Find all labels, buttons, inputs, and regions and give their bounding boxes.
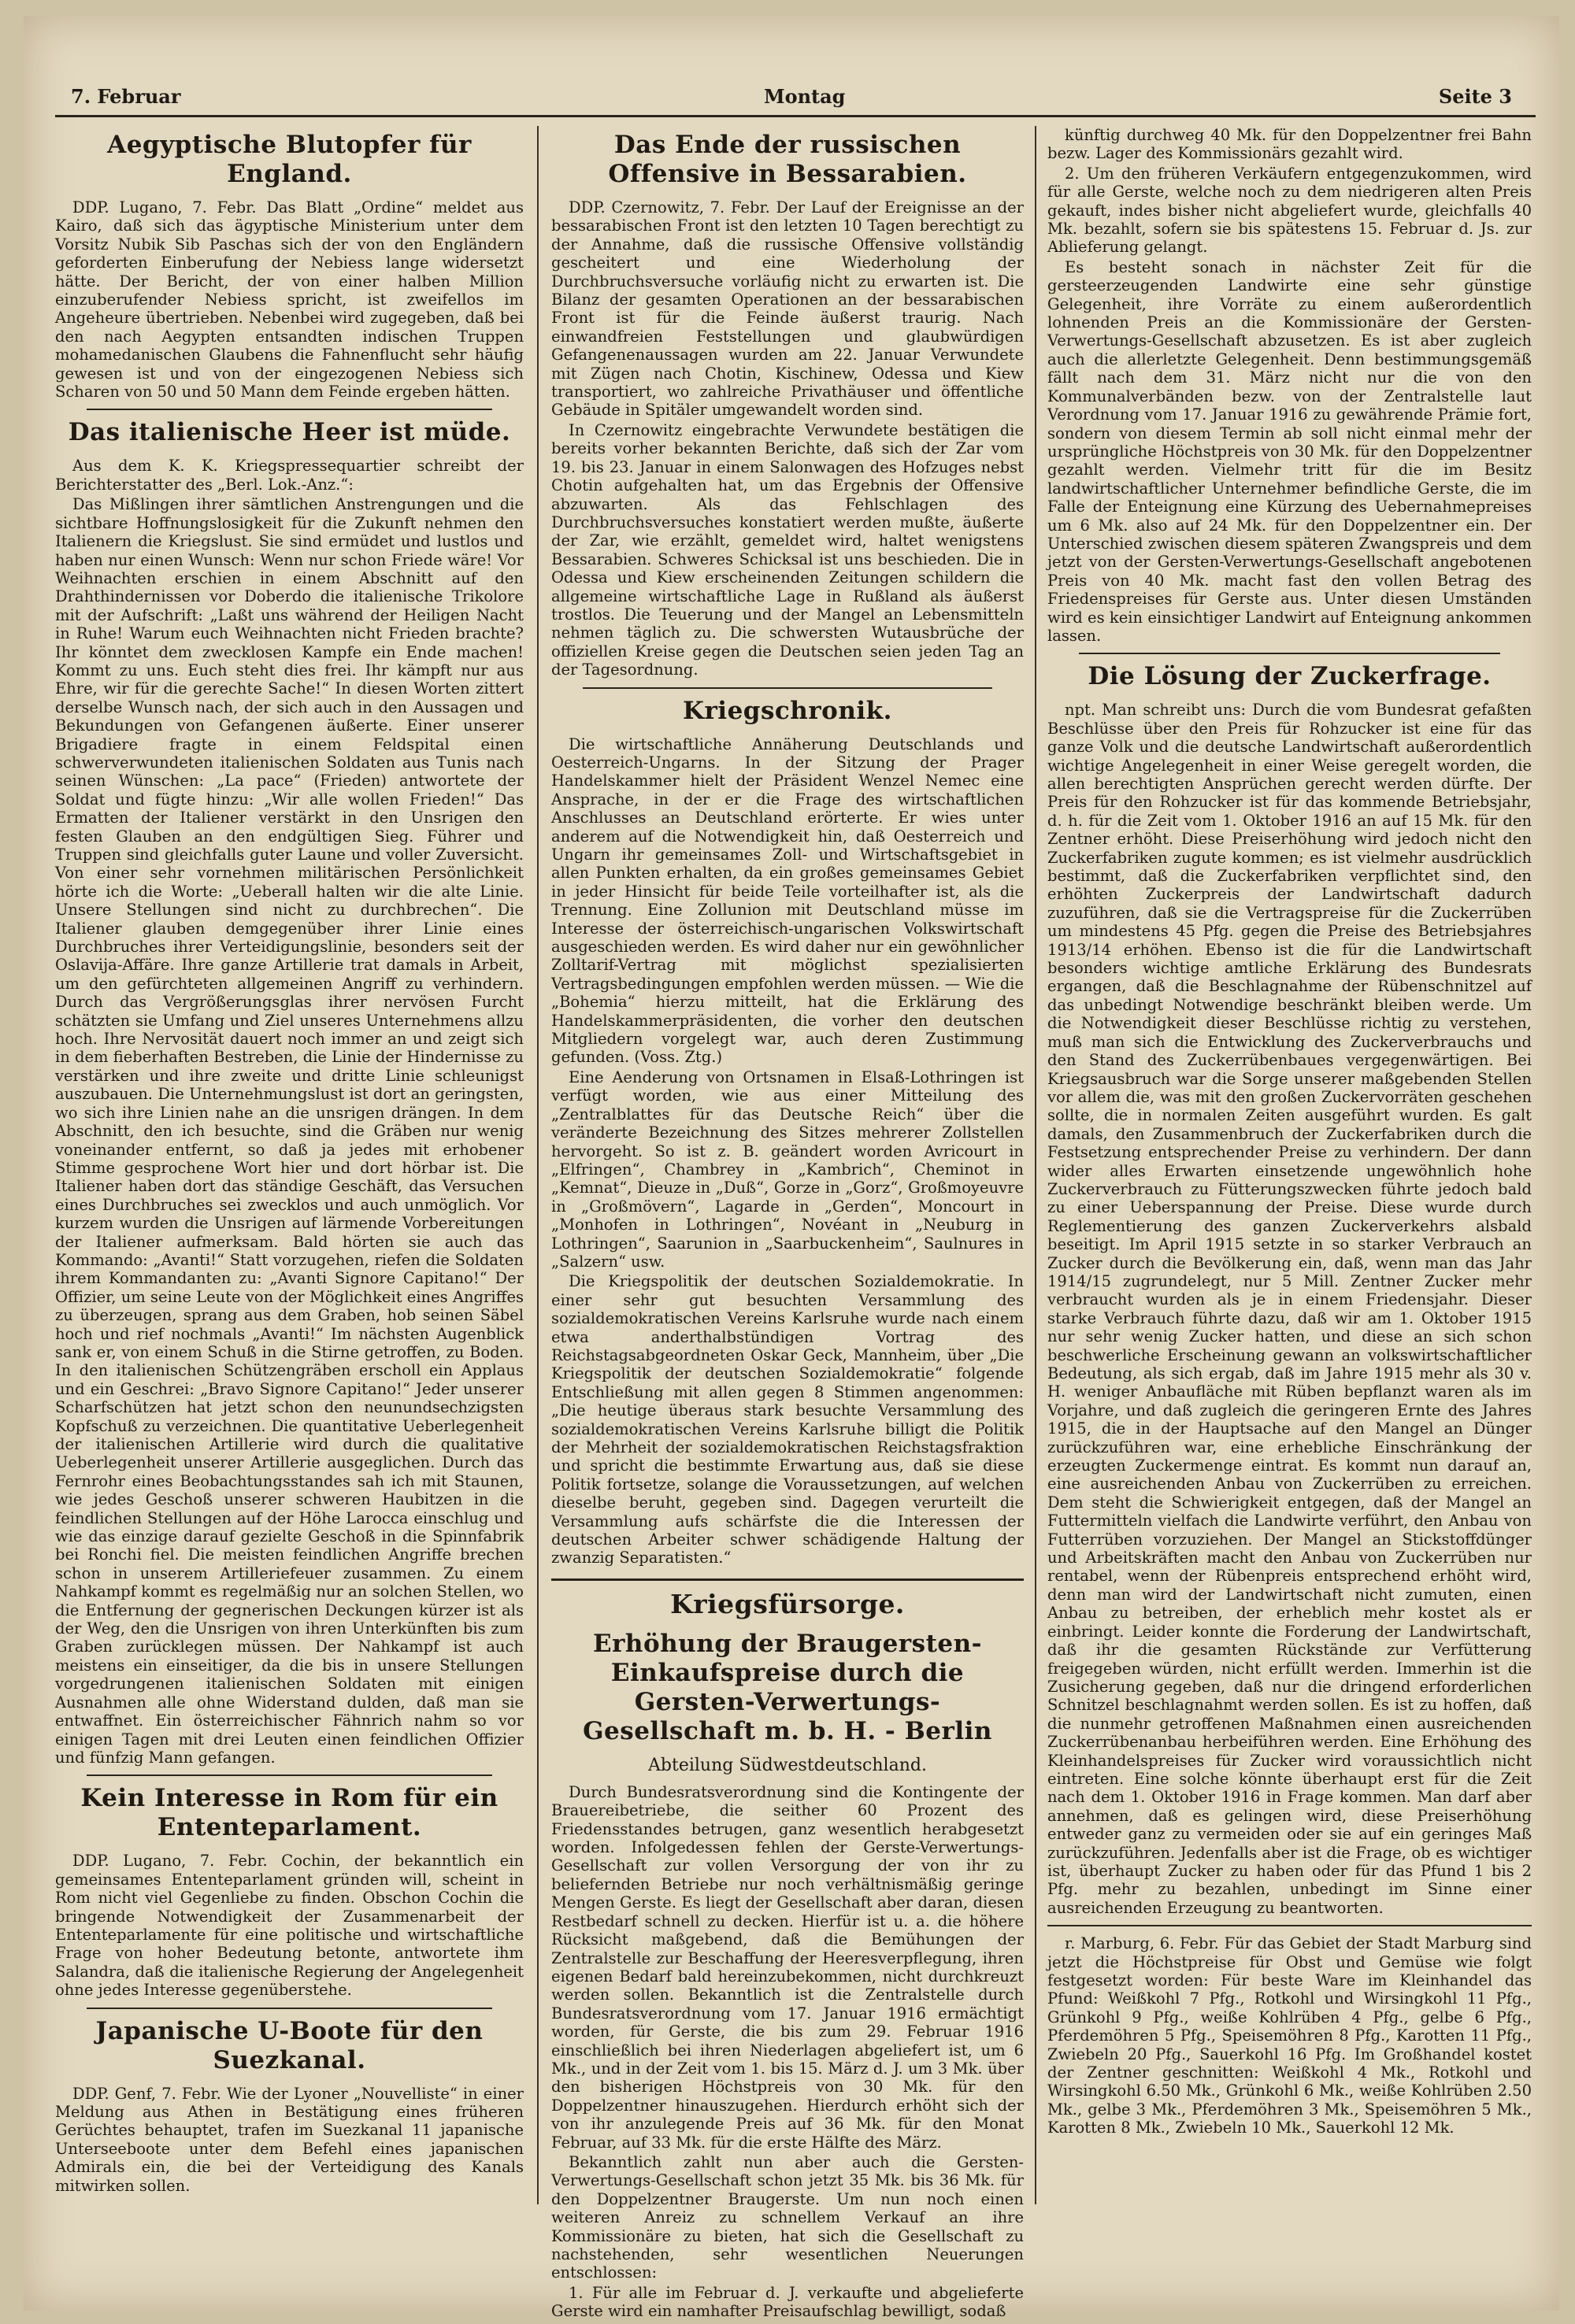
- column-3: [1047, 126, 1532, 2204]
- section-headline: Kriegschronik.: [683, 696, 892, 725]
- column-1: [55, 126, 524, 2252]
- article-paragraph: r. Marburg, 6. Febr. Für das Gebiet der Stadt Marburg sind jetzt die Höchstpreise für Obst und Gemüse wie folgt festgesetzt worden: Für beste Ware im Kleinhandel das Pfund: Weißkohl 7 Pfg., Rotkohl und Wirsingkohl 11 Pfg., Grünkohl 9 Pfg., weiße Kohlrüben 4 Pfg., gelbe 6 Pfg., Pferdemöhren 5 Pfg., Speisemöhren 8 Pfg., Karotten 11 Pfg., Zwiebeln 20 Pfg., Sauerkohl 16 Pfg. Im Großhandel kostet der Zentner geschnitten: Weißkohl 4 Mk., Rotkohl und Wirsingkohl 6.50 Mk., Grünkohl 6 Mk., weiße Kohlrüben 2.50 Mk., gelbe 3 Mk., Pferdemöhren 3 Mk., Speisemöhren 5 Mk., Karotten 8 Mk., Zwiebeln 10 Mk., Sauerkohl 12 Mk.: [1047, 1934, 1532, 2137]
- issue-date: 7. Februar: [71, 85, 181, 108]
- column-rule: [537, 126, 539, 2204]
- article-divider: [1079, 653, 1500, 654]
- column-2: [551, 126, 1024, 2321]
- article-paragraph: DDP. Lugano, 7. Febr. Das Blatt „Ordine“ meldet aus Kairo, daß sich das ägyptische Ministerium unter dem Vorsitz Nubik Sib Paschas sich der von den Engländern geforderten Einberufung der Nebiess lange widersetzt hätte. Der Bericht, der von einer halben Million einzuberufender Nebiess spricht, ist zweifellos im Angeheure übertrieben. Nebenbei wird zugegeben, daß bei den nach Aegypten entsandten indischen Truppen mohamedanischen Glaubens die Fahnenflucht sehr häufig gewesen ist und von der eingezogenen Nebiess sich Scharen von 50 und 50 Mann dem Feinde ergeben hätten.: [55, 198, 524, 402]
- article-headline: Aegyptische Blutopfer für England.: [107, 131, 472, 188]
- article-subheading: Abteilung Südwestdeutschland.: [648, 1755, 927, 1775]
- article-paragraph: 1. Für alle im Februar d. J. verkaufte und abgelieferte Gerste wird ein namhafter Preisaufschlag bewilligt, sodaß: [551, 2283, 1024, 2321]
- article-paragraph: Die wirtschaftliche Annäherung Deutschlands und Oesterreich-Ungarns. In der Sitzung der Prager Handelskammer hielt der Präsident Wenzel Nemec eine Ansprache, in der er die Frage des wirtschaftlichen Anschlusses an Deutschland erörterte. Er wies unter anderem auf die Notwendigkeit hin, daß Oesterreich und Ungarn ihr gemeinsames Zoll- und Wirtschaftsgebiet in allen Punkten erhalten, da ein großes gemeinsames Gebiet in jeder Hinsicht für beide Teile vorteilhafter ist, als die Trennung. Eine Zollunion mit Deutschland müsse im Interesse der österreichisch-ungarischen Volkswirtschaft ausgeschieden werden. Es wird daher nur ein gewöhnlicher Zolltarif-Vertrag mit möglichst spezialisierten Vertragsbedingungen empfohlen werden müssen. — Wie die „Bohemia“ hierzu mitteilt, hat die Erklärung des Handelskammerpräsidenten, die vorher den deutschen Mitgliedern vorgelegt war, auch deren Zustimmung gefunden. (Voss. Ztg.): [551, 735, 1024, 1067]
- section-headline: Kriegsfürsorge.: [670, 1588, 905, 1619]
- article-headline: Das Ende der russischen Offensive in Bessarabien.: [608, 131, 967, 188]
- article-paragraph: Das Mißlingen ihrer sämtlichen Anstrengungen und die sichtbare Hoffnungslosigkeit für die Zukunft nehmen den Italienern die Kriegslust. Sie sind ermüdet und lustlos und haben nur einen Wunsch: Wenn nur schon Friede wäre! Vor Weihnachten erschien in einem Abschnitt auf den Drahthindernissen vor Doberdo die italienische Trikolore mit der Aufschrift: „Laßt uns während der Heiligen Nacht in Ruhe! Warum euch Weihnachten nicht Frieden brachte? Ihr könntet dem zwecklosen Kampfe ein Ende machen! Kommt zu uns. Euch steht dies frei. Ihr kämpft nur aus Ehre, wir für die gerechte Sache!“ In diesen Worten zittert derselbe Wunsch nach, der sich auch in den Aussagen und Bekundungen von Gefangenen äußerte. Einer unserer Brigadiere fragte in einem Feldspital einen schwerverwundeten italienischen Soldaten aus Tunis nach seinen Wünschen: „La pace“ (Frieden) antwortete der Soldat und fügte hinzu: „Wir alle wollen Frieden!“ Das Ermatten der Italiener verstärkt in den Unsrigen den festen Glauben an den endgültigen Sieg. Führer und Truppen sind gleichfalls guter Laune und voller Zuversicht. Von einer sehr vornehmen militärischen Persönlichkeit hörte ich die Worte: „Ueberall halten wir die alte Linie. Unsere Stellungen sind nicht zu durchbrechen“. Die Italiener glauben demgegenüber ihrer Linie eines Durchbruches ihrer Verteidigungslinie, besonders seit der Oslavija-Affäre. Ihre ganze Artillerie trat damals in Arbeit, um den gefürchteten allgemeinen Angriff zu verhindern. Durch das Vergrößerungsglas ihrer nervösen Furcht schätzten sie Umfang und Ziel unseres Unternehmens allzu hoch. Ihre Nervosität dauert noch immer an und zeigt sich in dem fieberhaften Bestreben, die Linie der Hindernisse zu verstärken und ihre zweite und dritte Linie schleunigst auszubauen. Die Unternehmungslust ist dort an geringsten, wo sich ihre Linien nahe an die unsrigen drängen. In dem Abschnitt, den ich besuchte, sind die Gräben nur wenig voneinander entfernt, so daß ja jedes mit erhobener Stimme gesprochene Wort hier und dort hörbar ist. Die Italiener haben dort das ständige Geschäft, das Versuchen eines Durchbruches sei zwecklos und auch unmöglich. Vor kurzem wurden die Unsrigen auf lärmende Vorbereitungen der Italiener aufmerksam. Bald hörten sie auch das Kommando: „Avanti!“ Statt vorzugehen, riefen die Soldaten ihrem Kommandanten zu: „Avanti Signore Capitano!“ Der Offizier, um seine Leute von der Möglichkeit eines Angriffes zu überzeugen, sprang aus dem Graben, hob seinen Säbel hoch und rief nochmals „Avanti!“ Im nächsten Augenblick sank er, von einem Schuß in die Stirne getroffen, zu Boden. In den italienischen Schützengräben erscholl ein Applaus und ein Geschrei: „Bravo Signore Capitano!“ Jeder unserer Scharfschützen hat jetzt schon den neunundsechzigsten Kopfschuß zu verzeichnen. Die quantitative Ueberlegenheit der italienischen Artillerie wird durch die qualitative Ueberlegenheit unserer Artillerie ausgeglichen. Durch das Fernrohr eines Beobachtungsstandes sah ich mit Staunen, wie jedes Geschoß unserer schweren Haubitzen in die feindlichen Stellungen auf der Höhe Larocca einschlug und wie das einzige darauf gezielte Geschoß in die Spinnfabrik bei Ronchi fiel. Die meisten feindlichen Angriffe brechen schon in unserem Artilleriefeuer zusammen. Zu einem Nahkampf kommt es regelmäßig nur an solchen Stellen, wo die Entfernung der gegnerischen Deckungen kürzer ist als der Weg, den die Unsrigen von ihren Unterkünften bis zum Graben zurücklegen müssen. Der Nahkampf ist auch meistens ein einseitiger, da die bis in unsere Stellungen vorgedrungenen italienischen Soldaten mit einigen Ausnahmen alle ohne Widerstand dulden, daß man sie entwaffnet. Ein österreichischer Fähnrich nahm so vor einigen Tagen mit drei Leuten einen feindlichen Offizier und fünfzig Mann gefangen.: [55, 495, 524, 1767]
- article-paragraph: DDP. Lugano, 7. Febr. Cochin, der bekanntlich ein gemeinsames Ententeparlament gründen will, scheint in Rom nicht viel Gegenliebe zu finden. Obschon Cochin die bringende Notwendigkeit der Zusammenarbeit der Ententeparlamente für eine politische und wirtschaftliche Frage von hoher Bedeutung betonte, antwortete ihm Salandra, daß die italienische Regierung der Angelegenheit ohne jedes Interesse gegenüberstehe.: [55, 1852, 524, 2000]
- article-headline: Erhöhung der Braugersten-Einkaufspreise durch die Gersten-Verwertungs-Gesellschaft m. b. H. - Berlin: [583, 1629, 992, 1745]
- article-paragraph: Aus dem K. K. Kriegspressequartier schreibt der Berichterstatter des „Berl. Lok.-Anz.“:: [55, 457, 524, 494]
- article-paragraph: Eine Aenderung von Ortsnamen in Elsaß-Lothringen ist verfügt worden, wie aus einer Mitteilung des „Zentralblattes für das Deutsche Reich“ über die veränderte Bezeichnung des Sitzes mehrerer Zollstellen hervorgeht. So ist z. B. geändert worden Avricourt in „Elfringen“, Chambrey in „Kambrich“, Cheminot in „Kemnat“, Dieuze in „Duß“, Gorze in „Gorz“, Großmoyeuvre in „Großmövern“, Lagarde in „Gerden“, Moncourt in „Monhofen in Lothringen“, Novéant in „Neuburg in Lothringen“, Saarunion in „Saarbuckenheim“, Saulnures in „Salzern“ usw.: [551, 1068, 1024, 1271]
- article-paragraph: künftig durchweg 40 Mk. für den Doppelzentner frei Bahn bezw. Lager des Kommissionärs gezahlt wird.: [1047, 126, 1532, 163]
- article-paragraph: Durch Bundesratsverordnung sind die Kontingente der Brauereibetriebe, die seither 60 Prozent des Friedensstandes betrugen, ganz wesentlich herabgesetzt worden. Infolgedessen fehlen der Gerste-Verwertungs-Gesellschaft zur vollen Versorgung der von ihr zu beliefernden Betriebe nur noch verhältnismäßig geringe Mengen Gerste. Es liegt der Gesellschaft aber daran, diesen Restbedarf schnell zu decken. Hierfür ist u. a. die höhere Rücksicht maßgebend, daß die Bemühungen der Zentralstelle zur Beschaffung der Heeresverpflegung, ihren eigenen Bedarf bald hereinzubekommen, nicht durchkreuzt werden sollen. Bekanntlich ist die Zentralstelle durch Bundesratsverordnung vom 17. Januar 1916 ermächtigt worden, für Gerste, die bis zum 29. Februar 1916 einschließlich bei ihren Niederlagen abgeliefert ist, um 6 Mk., und in der Zeit vom 1. bis 15. März d. J. um 3 Mk. über den bisherigen Höchstpreis von 30 Mk. für den Doppelzentner hinauszugehen. Hierdurch erhöht sich der von ihr anzulegende Preis auf 36 Mk. für den Monat Februar, auf 33 Mk. für die erste Hälfte des März.: [551, 1782, 1024, 2152]
- article-paragraph: 2. Um den früheren Verkäufern entgegenzukommen, wird für alle Gerste, welche noch zu dem niedrigeren alten Preis gekauft, indes bisher nicht abgeliefert wurde, gleichfalls 40 Mk. bezahlt, sofern sie bis spätestens 15. Februar d. Js. zur Ablieferung gelangt.: [1047, 164, 1532, 257]
- article-paragraph: Bekanntlich zahlt nun aber auch die Gersten-Verwertungs-Gesellschaft schon jetzt 35 Mk. bis 36 Mk. für den Doppelzentner Braugerste. Um nun noch einen weiteren Anreiz zu schnellem Verkauf an ihre Kommissionäre zu bieten, hat sich die Gesellschaft zu nachstehenden, sehr wesentlichen Neuerungen entschlossen:: [551, 2152, 1024, 2282]
- article-headline: Das italienische Heer ist müde.: [68, 418, 511, 447]
- newspaper-page: [24, 16, 1559, 2321]
- article-divider: [1047, 1925, 1532, 1926]
- weekday: Montag: [764, 85, 846, 108]
- article-paragraph: DDP. Genf, 7. Febr. Wie der Lyoner „Nouvelliste“ in einer Meldung aus Athen in Bestätigung eines früheren Gerüchtes behauptet, trafen im Suezkanal 11 japanische Unterseeboote unter dem Befehl eines japanischen Admirals ein, die bei der Verteidigung des Kanals mitwirken sollen.: [55, 2084, 524, 2195]
- article-paragraph: Es besteht sonach in nächster Zeit für die gersteerzeugenden Landwirte eine sehr günstige Gelegenheit, ihre Vorräte zu einem außerordentlich lohnenden Preis an die Kommissionäre der Gersten-Verwertungs-Gesellschaft abzusetzen. Es ist aber zugleich auch die allerletzte Gelegenheit. Denn bestimmungsgemäß fällt nach dem 31. März nicht nur die von den Kommunalverbänden bezw. von der Zentralstelle laut Verordnung vom 17. Januar 1916 zu gewährende Prämie fort, sondern von diesem Termin ab soll nicht einmal mehr der ursprüngliche Höchstpreis von 30 Mk. für den Doppelzentner gezahlt werden. Vielmehr tritt für die im Besitz landwirtschaftlicher Unternehmer befindliche Gerste, die im Falle der Enteignung eine Kürzung des Uebernahmepreises um 6 Mk. also auf 24 Mk. für den Doppelzentner ein. Der Unterschied zwischen diesem späteren Zwangspreis und dem jetzt von der Gersten-Verwertungs-Gesellschaft angebotenen Preis von 40 Mk. macht fast den vollen Betrag des Friedenspreises für Gerste aus. Unter diesen Umständen wird es kein einsichtiger Landwirt auf Enteignung ankommen lassen.: [1047, 257, 1532, 645]
- header-rule: [55, 115, 1536, 117]
- article-headline: Kein Interesse in Rom für ein Ententeparlament.: [80, 1784, 498, 1842]
- article-divider: [583, 687, 992, 689]
- article-paragraph: In Czernowitz eingebrachte Verwundete bestätigen die bereits vorher bekannten Berichte, daß sich der Zar vom 19. bis 23. Januar in einem Salonwagen des Hofzuges nebst Chotin aufgehalten hat, um das Ergebnis der Offensive abzuwarten. Als das Fehlschlagen des Durchbruchsversuches konstatiert werden mußte, äußerte der Zar, wie erzählt, gemeldet wird, haltet wenigstens Bessarabien. Schweres Schicksal ist uns beschieden. Die in Odessa und Kiew erscheinenden Zeitungen schildern die allgemeine wirtschaftliche Lage in Rußland als äußerst trostlos. Die Teuerung und der Mangel an Lebensmitteln nehmen täglich zu. Die schwersten Wutausbrüche der offiziellen Kreise gegen die Deutschen seien jeden Tag an der Tagesordnung.: [551, 420, 1024, 679]
- article-paragraph: DDP. Czernowitz, 7. Febr. Der Lauf der Ereignisse an der bessarabischen Front ist den letzten 10 Tagen berechtigt zu der Annahme, daß die russische Offensive vollständig gescheitert und eine Wiederholung der Durchbruchsversuche vorläufig nicht zu erwarten ist. Die Bilanz der gesamten Operationen an der bessarabischen Front ist für die Feinde äußerst traurig. Nach einwandfreien Feststellungen und glaubwürdigen Gefangenenaussagen wurden am 22. Januar Verwundete mit Zügen nach Chotin, Kischinew, Odessa und Kiew transportiert, wo zahlreiche Privathäuser und öffentliche Gebäude in Spitäler umgewandelt worden sind.: [551, 198, 1024, 420]
- article-paragraph: Die Kriegspolitik der deutschen Sozialdemokratie. In einer sehr gut besuchten Versammlung des sozialdemokratischen Vereins Karlsruhe wurde nach einem etwa anderthalbstündigen Vortrag des Reichstagsabgeordneten Oskar Geck, Mannheim, über „Die Kriegspolitik der deutschen Sozialdemokratie“ folgende Entschließung mit allen gegen 8 Stimmen angenommen: „Die heutige überaus stark besuchte Versammlung des sozialdemokratischen Vereins Karlsruhe billigt die Politik der Mehrheit der sozialdemokratischen Reichstagsfraktion und spricht die bestimmte Erwartung aus, daß sie diese Politik fortsetze, solange die Voraussetzungen, auf welchen dieselbe beruht, gegeben sind. Dagegen verurteilt die Versammlung aufs schärfste die die Interessen der deutschen Arbeiter schwer schädigende Haltung der zwanzig Separatisten.“: [551, 1272, 1024, 1567]
- article-paragraph: npt. Man schreibt uns: Durch die vom Bundesrat gefaßten Beschlüsse über den Preis für Rohzucker ist eine für das ganze Volk und die deutsche Landwirtschaft außerordentlich wichtige Angelegenheit in einer Weise geregelt worden, die allen berechtigten Ansprüchen gerecht werden dürfte. Der Preis für den Rohzucker ist für das kommende Betriebsjahr, d. h. für die Zeit vom 1. Oktober 1916 an auf 15 Mk. für den Zentner erhöht. Diese Preiserhöhung wird jedoch nicht den Zuckerfabriken zugute kommen; es ist vielmehr ausdrücklich bestimmt, daß die Zuckerfabriken verpflichtet sind, den erhöhten Zuckerpreis der Landwirtschaft dadurch zuzuführen, daß sie die Vertragspreise für die Zuckerrüben um mindestens 45 Pfg. gegen die Preise des Betriebsjahres 1913/14 erhöhen. Ebenso ist die für die Landwirtschaft besonders wichtige amtliche Erklärung des Bundesrats ergangen, daß die Beschlagnahme der Rübenschnitzel auf das unbedingt Notwendige beschränkt bleiben werde. Um die Notwendigkeit dieser Beschlüsse richtig zu verstehen, muß man sich die Entwicklung des Zuckerverbrauchs und den Stand des Zuckerrübenbaues vergegenwärtigen. Bei Kriegsausbruch war die Sorge unserer maßgebenden Stellen vor allem die, was mit den großen Zuckervorräten geschehen sollte, die in normalen Zeiten ausgeführt wurden. Es galt damals, den Zusammenbruch der Zuckerfabriken durch die Festsetzung entsprechender Preise zu verhindern. Der dann wider alles Erwarten einsetzende ungewöhnlich hohe Zuckerverbrauch zu Fütterungszwecken führte jedoch bald zu einer Ueberspannung der Preise. Diese wurde durch Reglementierung des ganzen Zuckerverkehrs alsbald beseitigt. Im April 1915 setzte in so starker Verbrauch an Zucker durch die Bevölkerung ein, daß, wenn man das Jahr 1914/15 zugrundelegt, nur 5 Mill. Zentner Zucker mehr verbraucht wurden als je in einem Friedensjahr. Dieser starke Verbrauch führte dazu, daß wir am 1. Oktober 1915 nur sehr wenig Zucker hatten, und diese an sich schon beschwerliche Erscheinung gewann an volkswirtschaftlicher Bedeutung, als sich ergab, daß im Jahre 1915 mehr als 30 v. H. weniger Anbaufläche mit Rüben bepflanzt waren als im Vorjahre, und daß zugleich die geringeren Ernte des Jahres 1915, die in der Hauptsache auf den Mangel an Dünger zurückzuführen war, eine erhebliche Einschränkung der erzeugten Zuckermenge eintrat. Es kommt nun darauf an, eine ausreichenden Anbau von Zuckerrüben zu erreichen. Dem steht die Schwierigkeit entgegen, daß der Mangel an Futtermitteln vielfach die Landwirte verführt, den Anbau von Futterrüben vorzuziehen. Der Mangel an Stickstoffdünger und Arbeitskräften macht den Anbau von Zuckerrüben nur rentabel, wenn der Rübenpreis entsprechend erhöht wird, denn man wird der Landwirtschaft nicht zumuten, einen Anbau zu betreiben, der erheblich mehr kostet als er einbringt. Leider konnte die Forderung der Landwirtschaft, daß ihr die gesamten Rückstände zur Verfütterung freigegeben würden, nicht erfüllt werden. Immerhin ist die Zusicherung gegeben, daß nur die dringend erforderlichen Schnitzel beschlagnahmt werden sollen. Es ist zu hoffen, daß die nunmehr getroffenen Maßnahmen einen ausreichenden Zuckerrübenanbau herbeiführen werden. Eine Erhöhung des Kleinhandelspreises für Zucker wird voraussichtlich nicht eintreten. Eine solche könnte überhaupt erst für die Zeit nach dem 1. Oktober 1916 in Frage kommen. Man darf aber annehmen, daß es gelingen wird, diese Preiserhöhung entweder ganz zu vermeiden oder sie auf ein geringes Maß zurückzuführen. Jedenfalls aber ist die Frage, ob es wichtiger ist, überhaupt Zucker zu haben oder für das Pfund 1 bis 2 Pfg. mehr zu bezahlen, unbedingt im Sinne einer ausreichenden Erzeugung zu beantworten.: [1047, 701, 1532, 1917]
- section-divider: [551, 1578, 1024, 1581]
- running-head: [55, 85, 1536, 117]
- column-rule: [1035, 126, 1036, 2204]
- article-headline: Die Lösung der Zuckerfrage.: [1088, 662, 1492, 691]
- article-divider: [87, 409, 492, 410]
- article-divider: [87, 2008, 492, 2009]
- page-number: Seite 3: [1438, 85, 1512, 108]
- article-divider: [87, 1774, 492, 1776]
- article-headline: Japanische U-Boote für den Suezkanal.: [95, 2016, 484, 2074]
